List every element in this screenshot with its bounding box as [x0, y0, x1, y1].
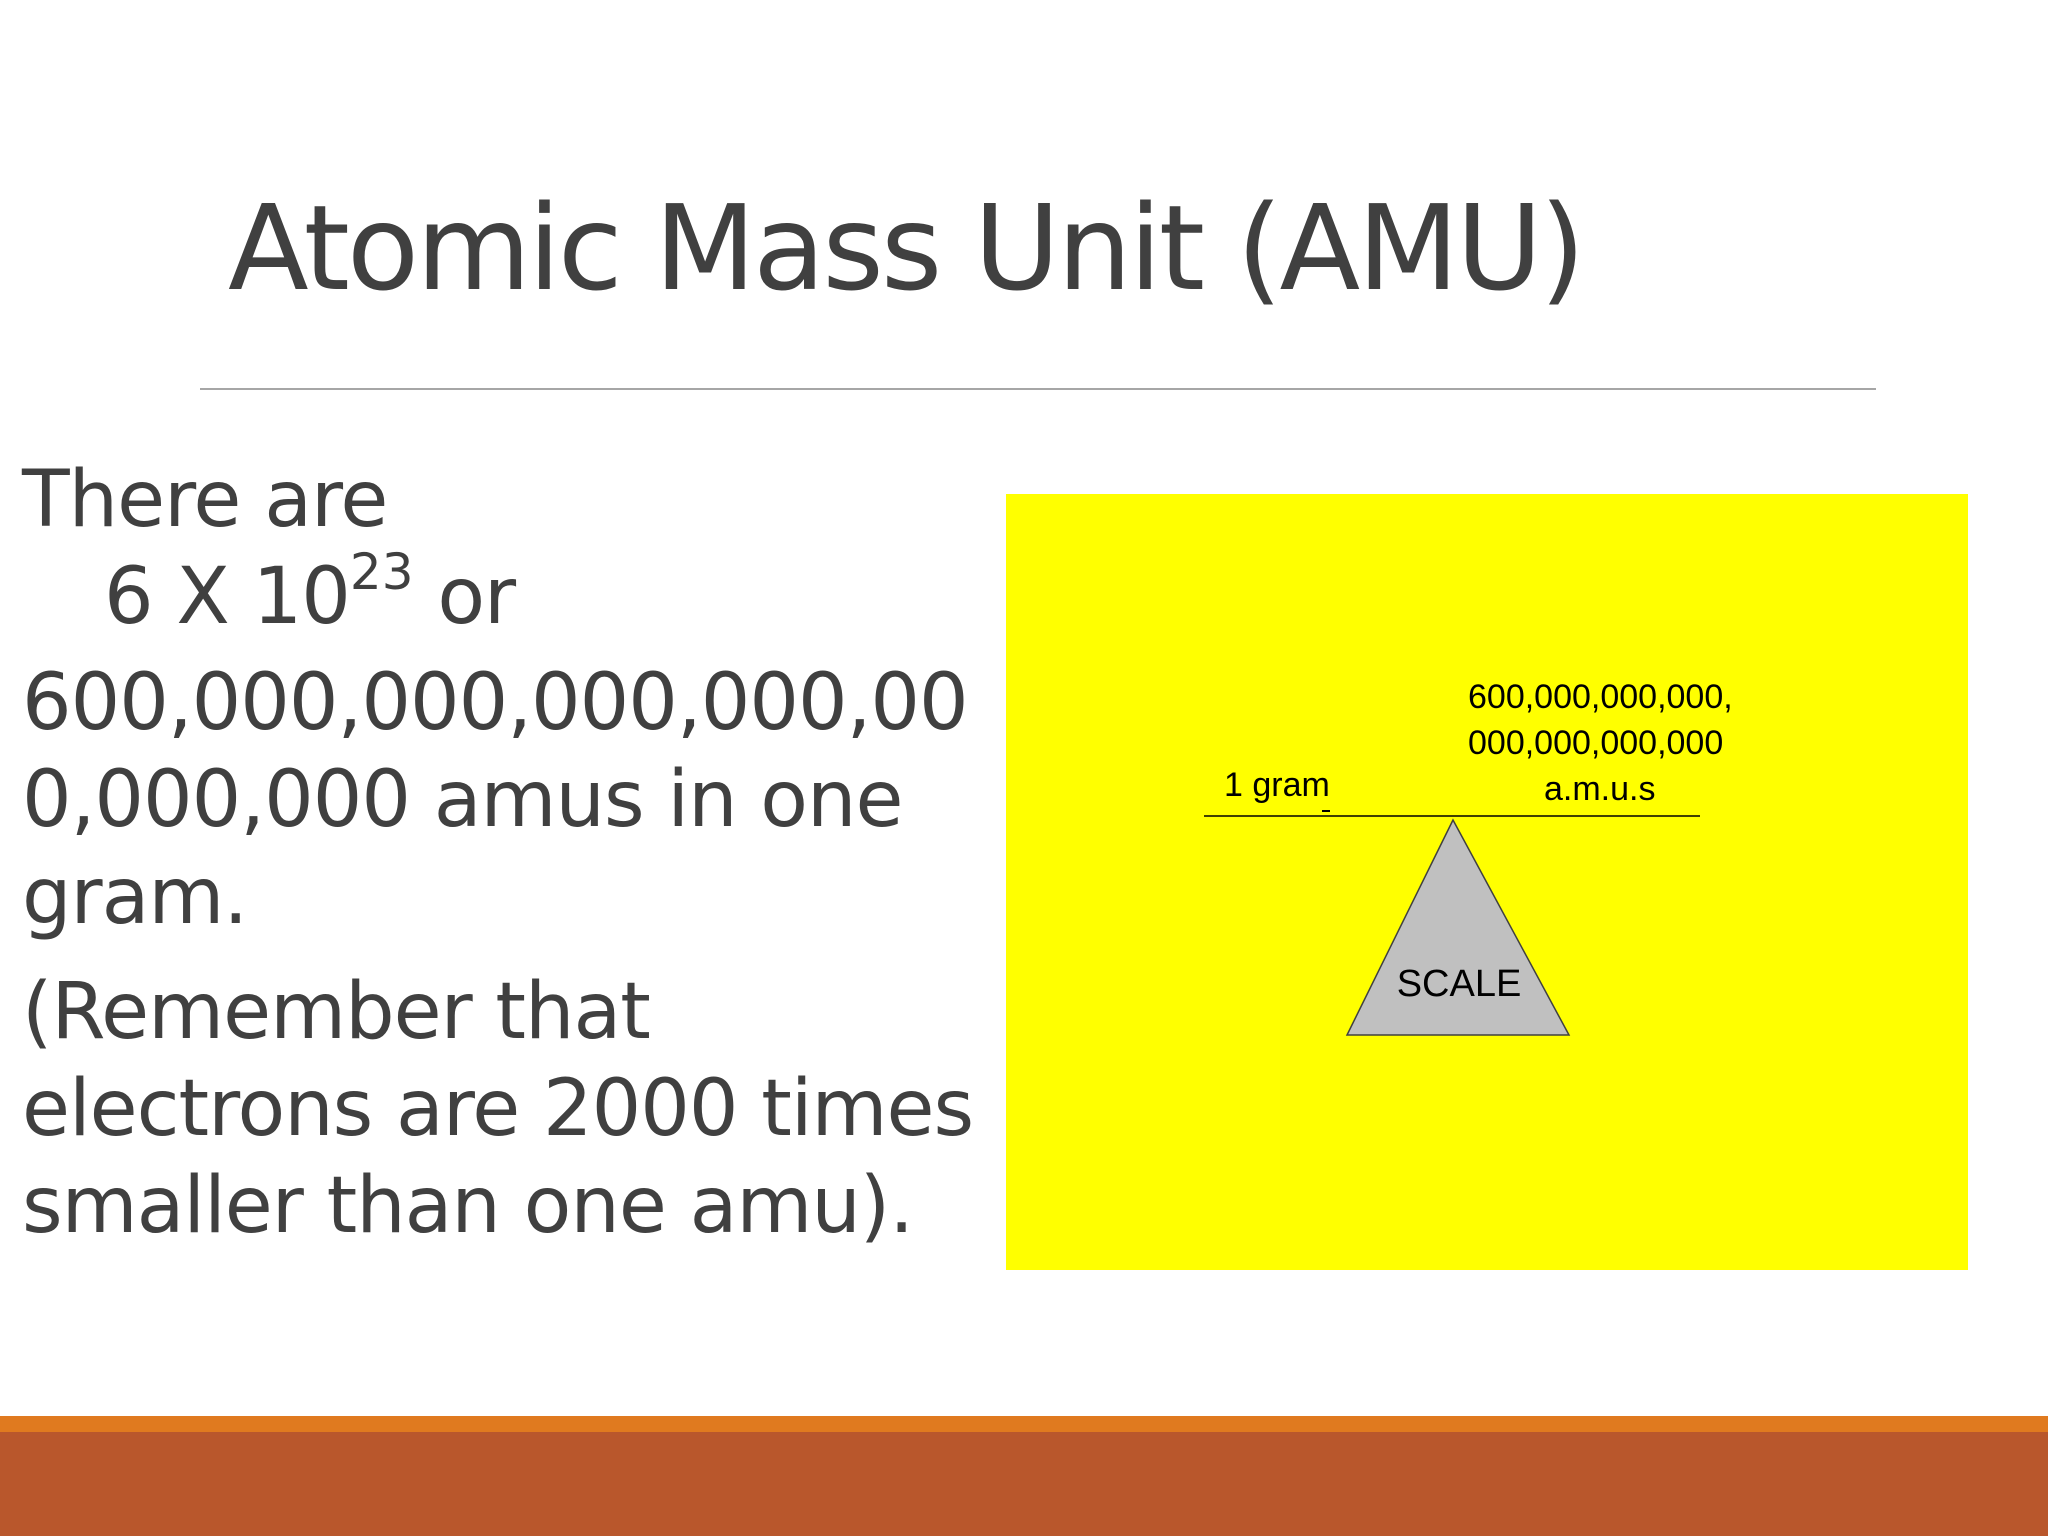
- scale-diagram: [1006, 494, 1968, 1270]
- footer-accent-stripe: [0, 1416, 2048, 1432]
- body-line-there-are: There are: [22, 455, 388, 545]
- remember-line-2: electrons are 2000 times: [22, 1064, 974, 1154]
- title-divider: [200, 388, 1876, 390]
- body-long-number-part2: 0,000,000 amus in one: [22, 755, 903, 845]
- body-paragraph-remember: [22, 964, 982, 1255]
- body-number-exponent: 23: [349, 543, 414, 601]
- body-number-base: 6 X 10: [104, 552, 350, 642]
- right-pan-label-line1: 600,000,000,000,: [1468, 678, 1733, 716]
- slide-title: Atomic Mass Unit (AMU): [228, 179, 1583, 317]
- remember-line-1: (Remember that: [22, 967, 650, 1057]
- footer-band: [0, 1416, 2048, 1536]
- scale-diagram-svg: [1006, 494, 1968, 1270]
- body-paragraph-count: [22, 452, 982, 946]
- body-long-number-part1: 600,000,000,000,000,00: [22, 658, 968, 748]
- body-text: [22, 452, 982, 1273]
- body-number-or: or: [413, 552, 516, 642]
- left-pan-label: 1 gram: [1224, 766, 1330, 804]
- remember-line-3: smaller than one amu).: [22, 1161, 914, 1251]
- body-line-gram: gram.: [22, 852, 248, 942]
- right-pan-label-line2: 000,000,000,000: [1468, 724, 1724, 762]
- right-pan-label-line3: a.m.u.s: [1544, 770, 1656, 808]
- fulcrum-label: SCALE: [1396, 963, 1522, 1005]
